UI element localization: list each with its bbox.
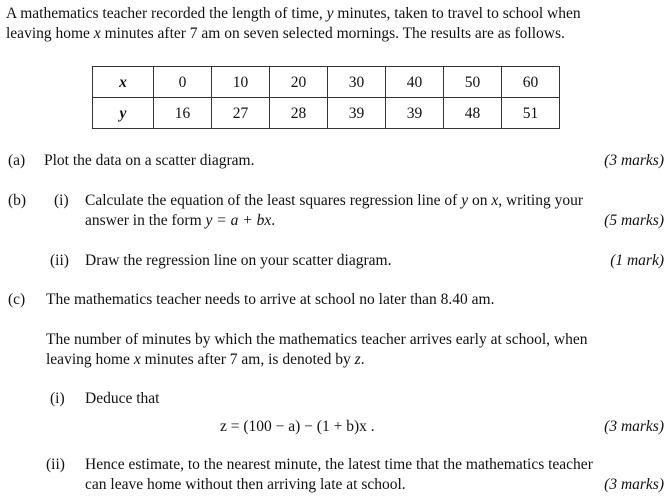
- question-b-label: (b): [8, 192, 27, 209]
- question-c-ii-line-2: can leave home without then arriving late at school.: [85, 476, 406, 493]
- row-header-y: y: [93, 98, 154, 129]
- intro-paragraph: [6, 4, 666, 44]
- table-cell: 39: [386, 98, 444, 129]
- row-header-x: x: [93, 67, 154, 98]
- question-c-para-line-1: The number of minutes by which the mathematics teacher arrives early at school, when: [46, 331, 588, 348]
- table-cell: 16: [154, 98, 212, 129]
- table-row-x: [93, 67, 560, 98]
- var-x: x: [93, 25, 101, 42]
- table-cell: 10: [212, 67, 270, 98]
- table-cell: 39: [328, 98, 386, 129]
- question-b-ii-marks: (1 mark): [610, 252, 664, 269]
- question-c-text: The mathematics teacher needs to arrive at school no later than 8.40 am.: [46, 291, 495, 308]
- question-a-marks: (3 marks): [604, 152, 664, 169]
- question-a-label: (a): [8, 152, 26, 169]
- table-cell: 30: [328, 67, 386, 98]
- question-c-ii-line-1: Hence estimate, to the nearest minute, the latest time that the mathematics teacher: [85, 456, 593, 473]
- question-c-i-marks: (3 marks): [604, 418, 664, 435]
- table-cell: 60: [502, 67, 560, 98]
- question-c-i-text: Deduce that: [85, 390, 160, 407]
- equation-z: z = (100 − a) − (1 + b)x .: [220, 418, 375, 435]
- question-b-i-marks: (5 marks): [604, 212, 664, 229]
- question-c-para-line-2: leaving home x minutes after 7 am, is denoted by z.: [46, 351, 365, 368]
- data-table: [92, 66, 560, 129]
- question-b-i-line-2: answer in the form y = a + bx.: [85, 212, 276, 229]
- table-cell: 20: [270, 67, 328, 98]
- question-b-i-line-1: Calculate the equation of the least squares regression line of y on x, writing your: [85, 192, 584, 209]
- table-cell: 51: [502, 98, 560, 129]
- question-b-i-label: (i): [54, 192, 69, 209]
- table-cell: 0: [154, 67, 212, 98]
- question-c-label: (c): [8, 291, 26, 308]
- question-c-i-label: (i): [50, 390, 65, 407]
- table-cell: 40: [386, 67, 444, 98]
- table-cell: 28: [270, 98, 328, 129]
- question-b-ii-label: (ii): [50, 252, 69, 269]
- question-c-ii-label: (ii): [46, 456, 65, 473]
- intro-line-2: leaving home x minutes after 7 am on seven selected mornings. The results are as follows.: [6, 25, 565, 42]
- var-y: y: [326, 5, 334, 22]
- table-row-y: [93, 98, 560, 129]
- question-c-ii-marks: (3 marks): [604, 476, 664, 493]
- question-a-text: Plot the data on a scatter diagram.: [44, 152, 255, 169]
- table-cell: 27: [212, 98, 270, 129]
- intro-line-1: A mathematics teacher recorded the length of time, y minutes, taken to travel to school when: [6, 5, 581, 22]
- table-cell: 50: [444, 67, 502, 98]
- regression-form: y = a + bx: [205, 212, 272, 229]
- question-b-ii-text: Draw the regression line on your scatter diagram.: [85, 252, 392, 269]
- table-cell: 48: [444, 98, 502, 129]
